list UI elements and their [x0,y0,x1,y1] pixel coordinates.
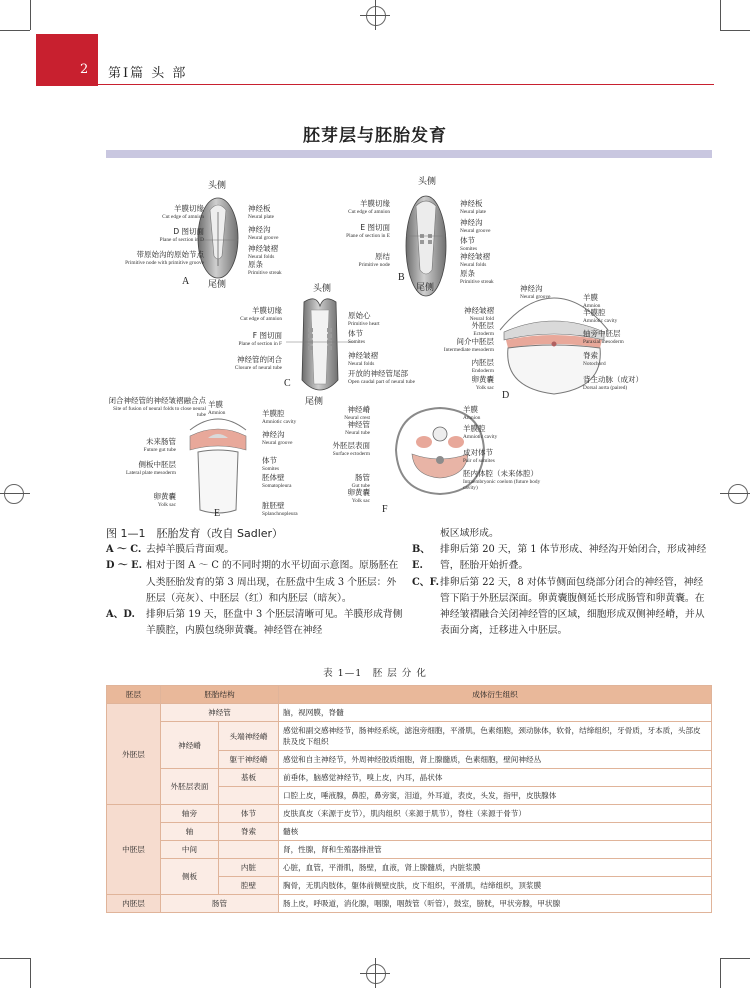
table-header-row [107,686,712,704]
a-label-cut-edge-amnion: 羊膜切缘 Cut edge of amnion [162,204,204,220]
c-caudal-label: 尾侧 [305,397,324,407]
crop-mark [30,0,31,30]
table-row [107,859,712,877]
germ-layer-table [106,685,712,913]
panel-letter-b: B [398,272,405,283]
b-label-plane-e: E 图切面 Plane of section in E [346,223,390,239]
registration-mark [4,484,24,504]
crop-mark [0,30,30,31]
a-label-primitive-streak: 原条 Primitive streak [248,260,282,276]
panel-letter-e: E [214,508,221,519]
d-label-neural-fold: 神经皱褶 Neural fold [464,306,494,322]
d-label-neural-groove: 神经沟 Neural groove [520,284,551,300]
d-label-dorsal-aorta: 背主动脉（成对） Dorsal aorta (paired) [583,375,643,391]
running-head: 第Ⅰ篇 头 部 [108,66,188,81]
a-cranial-label: 头侧 [208,181,227,191]
c-label-closure-neural-tube: 神经管的闭合 Closure of neural tube [234,355,282,371]
derivative-cell: 肠上皮，呼吸道，消化腺，咽腺，咽鼓管（听管），鼓室，膀胱，甲状旁腺，甲状腺 [279,895,712,913]
registration-mark [366,6,386,26]
table-row [107,769,712,787]
structure-empty [219,787,279,805]
layer-ectoderm: 外胚层 [107,704,161,805]
crop-mark [30,958,31,988]
structure-axial: 轴 [161,823,219,841]
structure-empty [219,841,279,859]
embryo-a-drawing [198,198,238,278]
caption-item: C、F. 排卵后第 22 天，8 对体节侧面包绕部分闭合的神经管，神经管下陷于外胚层深面。卵黄囊腹侧延长形成肠管和卵黄囊。在神经皱褶融合关闭神经管的区域，细胞形成双侧神经嵴，并从表面分离，迁移进入中胚层。 [412,576,705,637]
panel-letter-c: C [284,378,291,389]
table-title: 表 1—1 胚 层 分 化 [323,668,427,679]
structure-surface-ectoderm: 外胚层表面 [161,769,219,805]
d-label-paraxial-mesoderm: 轴旁中胚层 Paraxial mesoderm [583,329,624,345]
header-rule [98,84,714,85]
crop-mark [720,30,750,31]
e-label-yolk-sac: 卵黄囊 Yolk sac [153,492,176,508]
b-label-neural-plate: 神经板 Neural plate [460,199,487,215]
e-label-somatopleura: 胚体壁 Somatopleura [262,473,292,489]
f-label-amniotic-cavity: 羊膜腔 Amniotic cavity [463,424,498,440]
f-label-intraembryonic-coelom: 胚内体腔（未来体腔） Intraembryonic coelom (future body cavity) [463,469,541,491]
e-label-amnion: 羊膜 Amnion [208,400,226,416]
structure-visceral: 内脏 [219,859,279,877]
structure-placode: 基板 [219,769,279,787]
c-label-somites: 体节 Somites [348,329,366,345]
page-number: 2 [80,62,89,77]
table-row [107,722,712,751]
header-tab [36,34,98,86]
section-e-drawing [190,419,246,513]
caption-item: A ～ C. 去掉羊膜后背面观。 [106,544,235,556]
crop-mark [0,493,30,494]
c-label-primitive-heart: 原始心 Primitive heart [348,311,380,327]
caption-item: B、E. 排卵后第 20 天，第 1 体节形成、神经沟开始闭合，形成神经管，胚胎开始折叠。 [412,544,707,572]
derivative-cell: 前垂体，脑感觉神经节，嗅上皮，内耳，晶状体 [279,769,712,787]
header-derivatives: 成体衍生组织 [279,686,712,704]
d-label-ectoderm: 外胚层 Ectoderm [471,321,494,337]
derivative-cell: 肾，性腺，肾和生殖器排泄管 [279,841,712,859]
caption-item: A、D. 排卵后第 19 天，胚盘中 3 个胚层清晰可见。羊膜形成背侧羊膜腔，内膜包绕卵黄囊。神经管在神经 [106,609,403,637]
structure-notochord: 脊索 [219,823,279,841]
structure-somite: 体节 [219,805,279,823]
crop-mark [720,958,750,959]
b-label-somites: 体节 Somites [460,236,478,252]
c-label-open-caudal-neural-tube: 开放的神经管尾部 Open caudal part of neural tube [348,369,415,385]
b-label-cut-edge-amnion: 羊膜切缘 Cut edge of amnion [348,199,390,215]
a-label-neural-plate: 神经板 Neural plate [248,204,275,220]
structure-neural-tube: 神经管 [161,704,279,722]
crop-mark [720,0,721,30]
panel-letter-d: D [502,390,510,401]
d-label-yolk-sac: 卵黄囊 Yolk sac [471,375,494,391]
a-caudal-label: 尾侧 [208,280,227,290]
crop-mark [375,0,376,30]
derivative-cell: 皮肤真皮（来源于皮节），肌肉组织（来源于肌节），脊柱（来源于骨节） [279,805,712,823]
derivative-cell: 口腔上皮，唾液腺，鼻腔，鼻旁窦，泪道，外耳道，表皮，头发，指甲，皮肤腺体 [279,787,712,805]
e-label-somites: 体节 Somites [262,456,280,472]
caption-title: 图 1—1 胚胎发育（改自 Sadler） [106,527,284,540]
f-label-neural-tube: 神经管 Neural tube [345,420,370,436]
crop-mark [0,958,30,959]
derivative-cell: 脑，视网膜，脊髓 [279,704,712,722]
e-label-lateral-plate-mesoderm: 侧板中胚层 Lateral plate mesoderm [125,460,176,476]
f-label-surface-ectoderm: 外胚层表面 Surface ectoderm [332,441,370,457]
a-label-neural-groove: 神经沟 Neural groove [248,225,279,241]
caption-item: D ～ E. 相对于图 A ～ C 的不同时期的水平切面示意图。原肠胚在人类胚胎发育的第 3 周出现，在胚盘中生成 3 个胚层：外胚层（亮灰）、中胚层（红）和内胚层（暗灰）。 [106,560,399,604]
b-label-neural-groove: 神经沟 Neural groove [460,218,491,234]
a-label-primitive-node: 带原始沟的原始节点 Primitive node with primitive groove [125,250,204,266]
b-cranial-label: 头侧 [418,177,437,187]
c-label-neural-folds: 神经皱褶 Neural folds [348,351,378,367]
structure-trunk-crest: 躯干神经嵴 [219,751,279,769]
structure-neural-crest: 神经嵴 [161,722,219,769]
d-label-notochord: 脊索 Notochord [583,351,606,367]
b-label-primitive-streak: 原条 Primitive streak [460,269,494,285]
d-label-amnion: 羊膜 Amnion [583,293,601,309]
e-label-neural-groove: 神经沟 Neural groove [262,430,293,446]
layer-mesoderm: 中胚层 [107,805,161,895]
crop-mark [720,958,721,988]
d-label-amniotic-cavity: 羊膜腔 Amniotic cavity [583,308,618,324]
structure-cranial-crest: 头端神经嵴 [219,722,279,751]
a-label-neural-folds: 神经皱褶 Neural folds [248,244,278,260]
table-row [107,704,712,722]
c-label-cut-edge-amnion: 羊膜切缘 Cut edge of amnion [240,306,282,322]
table-row [107,805,712,823]
embryo-c-drawing [286,299,354,390]
b-label-neural-folds: 神经皱褶 Neural folds [460,252,490,268]
title-bar [106,150,712,158]
table-row [107,841,712,859]
f-label-neural-crest: 神经嵴 Neural crest [344,405,370,421]
f-label-pair-of-somites: 成对体节 Pair of somites [463,448,495,464]
d-label-intermediate-mesoderm: 间介中胚层 Intermediate mesoderm [443,337,494,353]
structure-parietal: 腔壁 [219,877,279,895]
registration-mark [728,484,748,504]
derivative-cell: 胸骨，无肌肉肢体，躯体前侧壁皮肤，皮下组织，平滑肌，结缔组织，顶浆膜 [279,877,712,895]
f-label-gut-tube: 肠管 Gut tube [351,473,370,489]
figure-caption-continued [412,526,712,639]
derivative-cell: 心脏，血管，平滑肌，肠壁，血液，肾上腺髓质，内脏浆膜 [279,859,712,877]
e-label-splanchnopleura: 脏胚壁 Splanchnopleura [262,501,298,517]
caption-continuation: 板区域形成。 [440,528,499,539]
page-title: 胚芽层与胚胎发育 [303,126,447,146]
header-structure: 胚胎结构 [161,686,279,704]
b-label-primitive-node: 原结 Primitive node [358,252,390,268]
derivative-cell: 感觉和副交感神经节，肠神经系统，滤泡旁细胞，平滑肌，色素细胞，颈动脉体，软骨，结缔组织，牙骨质，牙本质，头部皮肤及皮下组织 [279,722,712,751]
crop-mark [375,958,376,988]
structure-intermediate: 中间 [161,841,219,859]
e-label-fusion-site: 闭合神经管的神经皱褶融合点 Site of fusion of neural folds to close neural tube [108,396,206,418]
c-cranial-label: 头侧 [313,284,332,294]
a-label-plane-d: D 图切面 Plane of section in D [159,227,204,243]
derivative-cell: 髓核 [279,823,712,841]
structure-lateral-plate: 侧板 [161,859,219,895]
header-layer: 胚层 [107,686,161,704]
panel-letter-a: A [182,276,190,287]
c-label-plane-f: F 图切面 Plane of section in F [238,331,282,347]
d-label-endoderm: 内胚层 Endoderm [471,358,494,374]
layer-endoderm: 内胚层 [107,895,161,913]
figure-caption [106,526,406,639]
table-row [107,823,712,841]
panel-letter-f: F [382,504,388,515]
structure-gut: 肠管 [161,895,279,913]
derivative-cell: 感觉和自主神经节，外周神经胶质细胞，肾上腺髓质，色素细胞，壁间神经丛 [279,751,712,769]
crop-mark [720,493,750,494]
registration-mark [366,964,386,984]
e-label-future-gut-tube: 未来肠管 Future gut tube [143,437,176,453]
b-caudal-label: 尾侧 [416,283,435,293]
structure-paraxial: 轴旁 [161,805,219,823]
e-label-amniotic-cavity: 羊膜腔 Amniotic cavity [262,409,297,425]
f-label-amnion: 羊膜 Amnion [463,405,481,421]
table-row [107,895,712,913]
f-label-yolk-sac: 卵黄囊 Yolk sac [347,488,370,504]
